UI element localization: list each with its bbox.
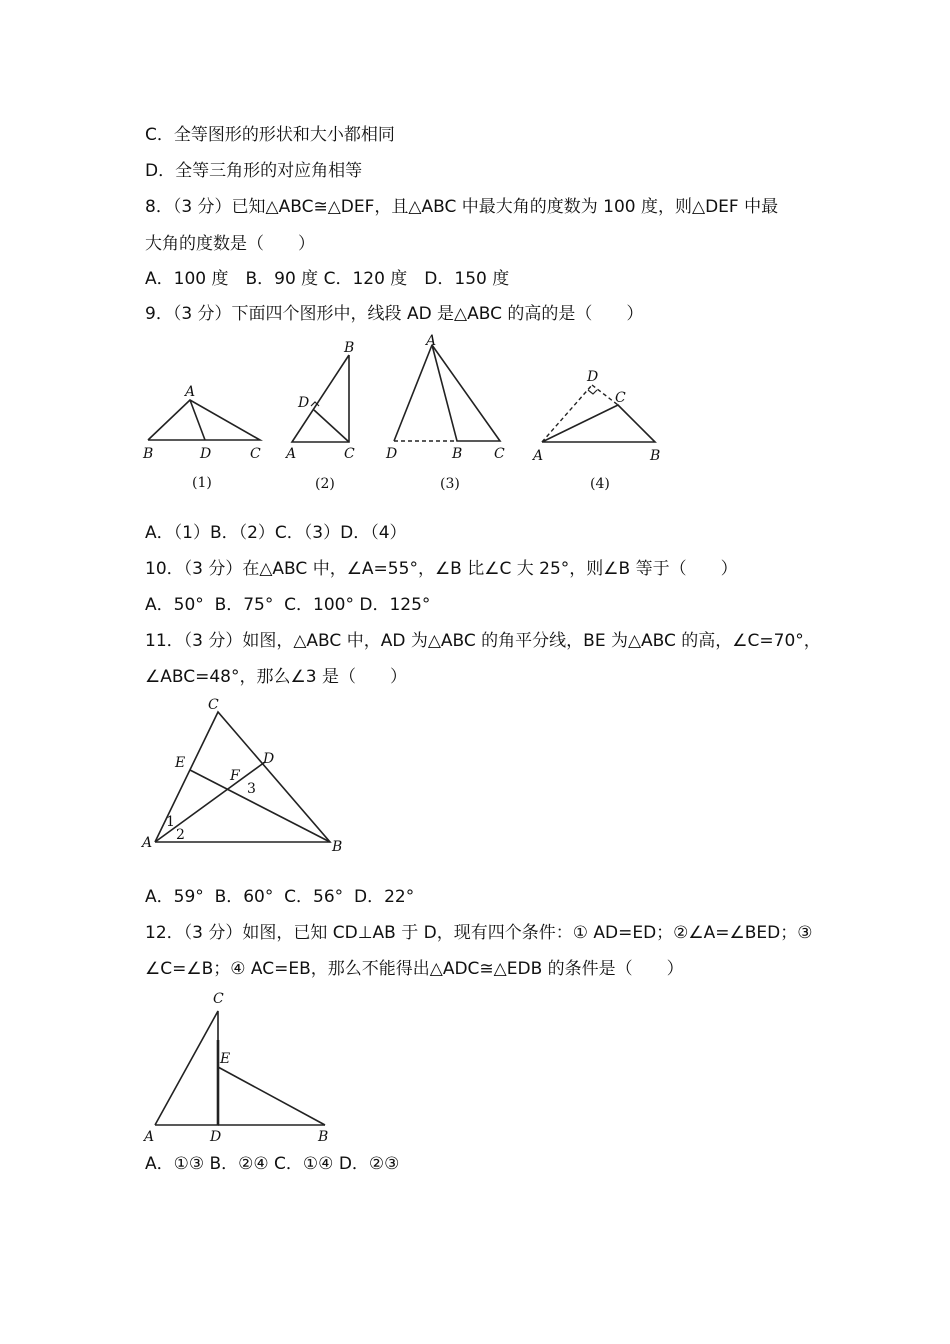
label-a: A	[286, 446, 297, 462]
label-a: A	[142, 835, 153, 851]
q12-figure	[140, 985, 340, 1145]
label-d: D	[263, 751, 275, 767]
q9-figure-4	[530, 365, 670, 497]
label-b: B	[318, 1129, 329, 1145]
question-10-options: A．50° B．75° C．100° D．125°	[145, 595, 431, 615]
angle-3: 3	[247, 781, 256, 797]
q9-figure-1	[140, 380, 270, 495]
question-9-text: 9．（3 分）下面四个图形中，线段 AD 是△ABC 的高的是（ ）	[145, 304, 644, 324]
label-d: D	[200, 446, 212, 462]
label-b: B	[332, 839, 343, 855]
label-a: A	[144, 1129, 155, 1145]
label-b: B	[650, 448, 661, 464]
caption: (4)	[590, 476, 610, 492]
label-d: D	[587, 369, 599, 385]
question-12-line-2: ∠C=∠B；④ AC=EB，那么不能得出△ADC≅△EDB 的条件是（ ）	[145, 959, 684, 979]
option-c-text: C．全等图形的形状和大小都相同	[145, 125, 395, 145]
label-c: C	[615, 390, 626, 406]
caption: (2)	[315, 476, 335, 492]
label-b: B	[344, 340, 355, 356]
q11-figure	[140, 695, 360, 860]
label-c: C	[250, 446, 261, 462]
option-d-text: D．全等三角形的对应角相等	[145, 161, 363, 181]
label-c: C	[208, 697, 219, 713]
question-9-options: A．（1）B．（2）C．（3）D．（4）	[145, 523, 407, 543]
q9-figure-2	[282, 338, 372, 498]
label-b: B	[452, 446, 463, 462]
q9-figure-3	[382, 333, 512, 498]
label-c: C	[344, 446, 355, 462]
label-d: D	[298, 395, 310, 411]
question-12-line-1: 12．（3 分）如图，已知 CD⊥AB 于 D，现有四个条件：① AD=ED；②∠A=∠BED；③	[145, 923, 813, 943]
angle-1: 1	[166, 814, 175, 830]
angle-2: 2	[176, 827, 185, 843]
question-10-text: 10．（3 分）在△ABC 中，∠A=55°，∠B 比∠C 大 25°，则∠B 等于（ ）	[145, 559, 738, 579]
caption: (1)	[192, 475, 212, 491]
label-e: E	[175, 755, 186, 771]
question-11-options: A．59° B．60° C．56° D．22°	[145, 887, 415, 907]
label-d: D	[210, 1129, 222, 1145]
label-b: B	[143, 446, 154, 462]
question-11-line-2: ∠ABC=48°，那么∠3 是（ ）	[145, 667, 407, 687]
question-11-line-1: 11．（3 分）如图，△ABC 中，AD 为△ABC 的角平分线，BE 为△ABC 的高，∠C=70°，	[145, 631, 821, 651]
question-8-options: A．100 度 B．90 度 C．120 度 D．150 度	[145, 269, 510, 289]
label-a: A	[533, 448, 544, 464]
question-8-line-1: 8．（3 分）已知△ABC≅△DEF，且△ABC 中最大角的度数为 100 度，则△DEF 中最	[145, 197, 779, 217]
label-a: A	[426, 333, 437, 349]
label-d: D	[386, 446, 398, 462]
label-a: A	[185, 384, 196, 400]
label-f: F	[230, 768, 240, 784]
label-e: E	[220, 1051, 231, 1067]
label-c: C	[213, 991, 224, 1007]
question-12-options: A．①③ B．②④ C．①④ D．②③	[145, 1154, 400, 1174]
label-c: C	[494, 446, 505, 462]
question-8-line-2: 大角的度数是（ ）	[145, 234, 315, 254]
caption: (3)	[440, 476, 460, 492]
